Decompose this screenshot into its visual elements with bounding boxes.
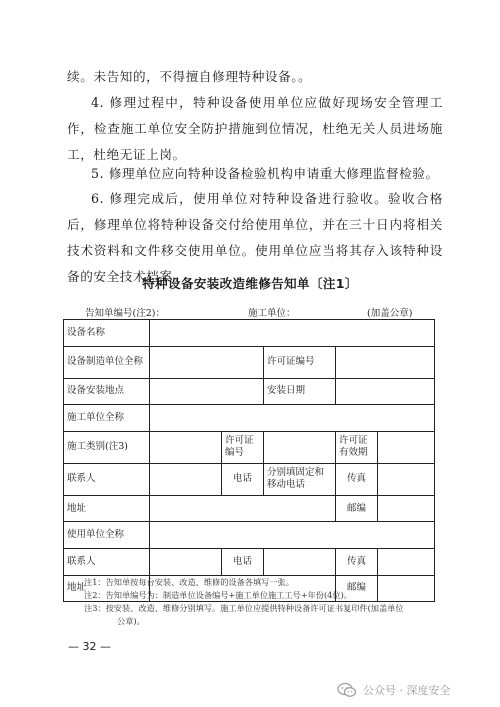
phone2-value (264, 548, 336, 575)
table-row (64, 320, 435, 347)
address2-label: 地址 (64, 575, 150, 602)
table-row (64, 548, 435, 575)
address-label: 地址 (64, 495, 150, 522)
install-date-label: 安装日期 (264, 378, 336, 405)
fax-label: 传真 (336, 463, 378, 495)
notice-form-table (63, 319, 435, 602)
fax2-value (378, 548, 435, 575)
manufacturer-label: 设备制造单位全称 (64, 346, 150, 378)
install-location-label: 设备安装地点 (64, 378, 150, 405)
install-location-value (150, 378, 264, 405)
equipment-name-value (150, 320, 435, 347)
manufacturer-value (150, 346, 264, 378)
table-row (64, 495, 435, 522)
paragraph-item-4: 4. 修理过程中，特种设备使用单位应做好现场安全管理工作，检查施工单位安全防护措施到位情况，杜绝无关人员进场施工，杜绝无证上岗。 (67, 95, 443, 162)
permit-cert-no-value (264, 431, 336, 463)
permit-no-label: 许可证编号 (264, 346, 336, 378)
page-number: — 32 — (68, 640, 111, 653)
note-2: 注2：告知单编号为：制造单位设备编号+施工单位施工工号+年份(4位)。 (84, 590, 352, 600)
postcode-label: 邮编 (336, 495, 378, 522)
phone2-label: 电话 (222, 548, 264, 575)
contact-value (150, 463, 222, 495)
table-row (64, 431, 435, 463)
user-unit-full-value (150, 522, 435, 549)
phone-label: 电话 (222, 463, 264, 495)
wechat-icon (337, 682, 357, 698)
construction-unit-full-label: 施工单位全称 (64, 405, 150, 432)
permit-validity-value (378, 431, 435, 463)
form-notes (84, 576, 444, 628)
contact2-value (150, 548, 222, 575)
paragraph-item-5: 5. 修理单位应向特种设备检验机构申请重大修理监督检验。 (91, 166, 439, 181)
address-value (150, 495, 336, 522)
permit-cert-no-label: 许可证编号 (222, 431, 264, 463)
equipment-name-label: 设备名称 (64, 320, 150, 347)
permit-no-value (336, 346, 435, 378)
seal-note: (加盖公章) (367, 308, 413, 319)
table-row (64, 405, 435, 432)
table-row (64, 522, 435, 549)
form-meta-row (85, 305, 445, 319)
watermark (337, 680, 451, 700)
construction-unit-full-value (150, 405, 435, 432)
paragraph-continuation: 续。未告知的，不得擅自修理特种设备。。 (67, 69, 312, 84)
table-row (64, 378, 435, 405)
notice-number-label: 告知单编号(注2)： (85, 308, 165, 319)
branch-phone-note: 分别填固定和移动电话 (264, 463, 336, 495)
note-3: 注3：按安装、改造、维修分别填写。施工单位应提供特种设备许可证书复印件(加盖单位 (84, 603, 404, 613)
contact-label: 联系人 (64, 463, 150, 495)
watermark-text: 公众号 · 深度安全 (363, 684, 451, 697)
fax2-label: 传真 (336, 548, 378, 575)
table-row (64, 463, 435, 495)
construction-type-label: 施工类别(注3) (64, 431, 150, 463)
construction-type-value (150, 431, 222, 463)
form-title: 特种设备安装改造维修告知单〔注1〕 (142, 276, 358, 291)
table-row (64, 346, 435, 378)
paragraph-item-6: 6. 修理完成后，使用单位对特种设备进行验收。验收合格后，修理单位将特种设备交付给使用单位，并在三十日内将相关技术资料和文件移交使用单位。使用单位应当将其存入该特种设备的安全技术档案。 (67, 191, 443, 284)
permit-validity-label: 许可证有效期 (336, 431, 378, 463)
contact2-label: 联系人 (64, 548, 150, 575)
user-unit-full-label: 使用单位全称 (64, 522, 150, 549)
note-1: 注1：告知单按每台安装、改造、维修的设备各填写一张。 (84, 577, 294, 587)
postcode2-label: 邮编 (336, 575, 378, 602)
postcode-value (378, 495, 435, 522)
fax-value (378, 463, 435, 495)
construction-unit-label: 施工单位： (248, 308, 296, 319)
install-date-value (336, 378, 435, 405)
note-3-continued: 公章)。 (117, 616, 145, 626)
